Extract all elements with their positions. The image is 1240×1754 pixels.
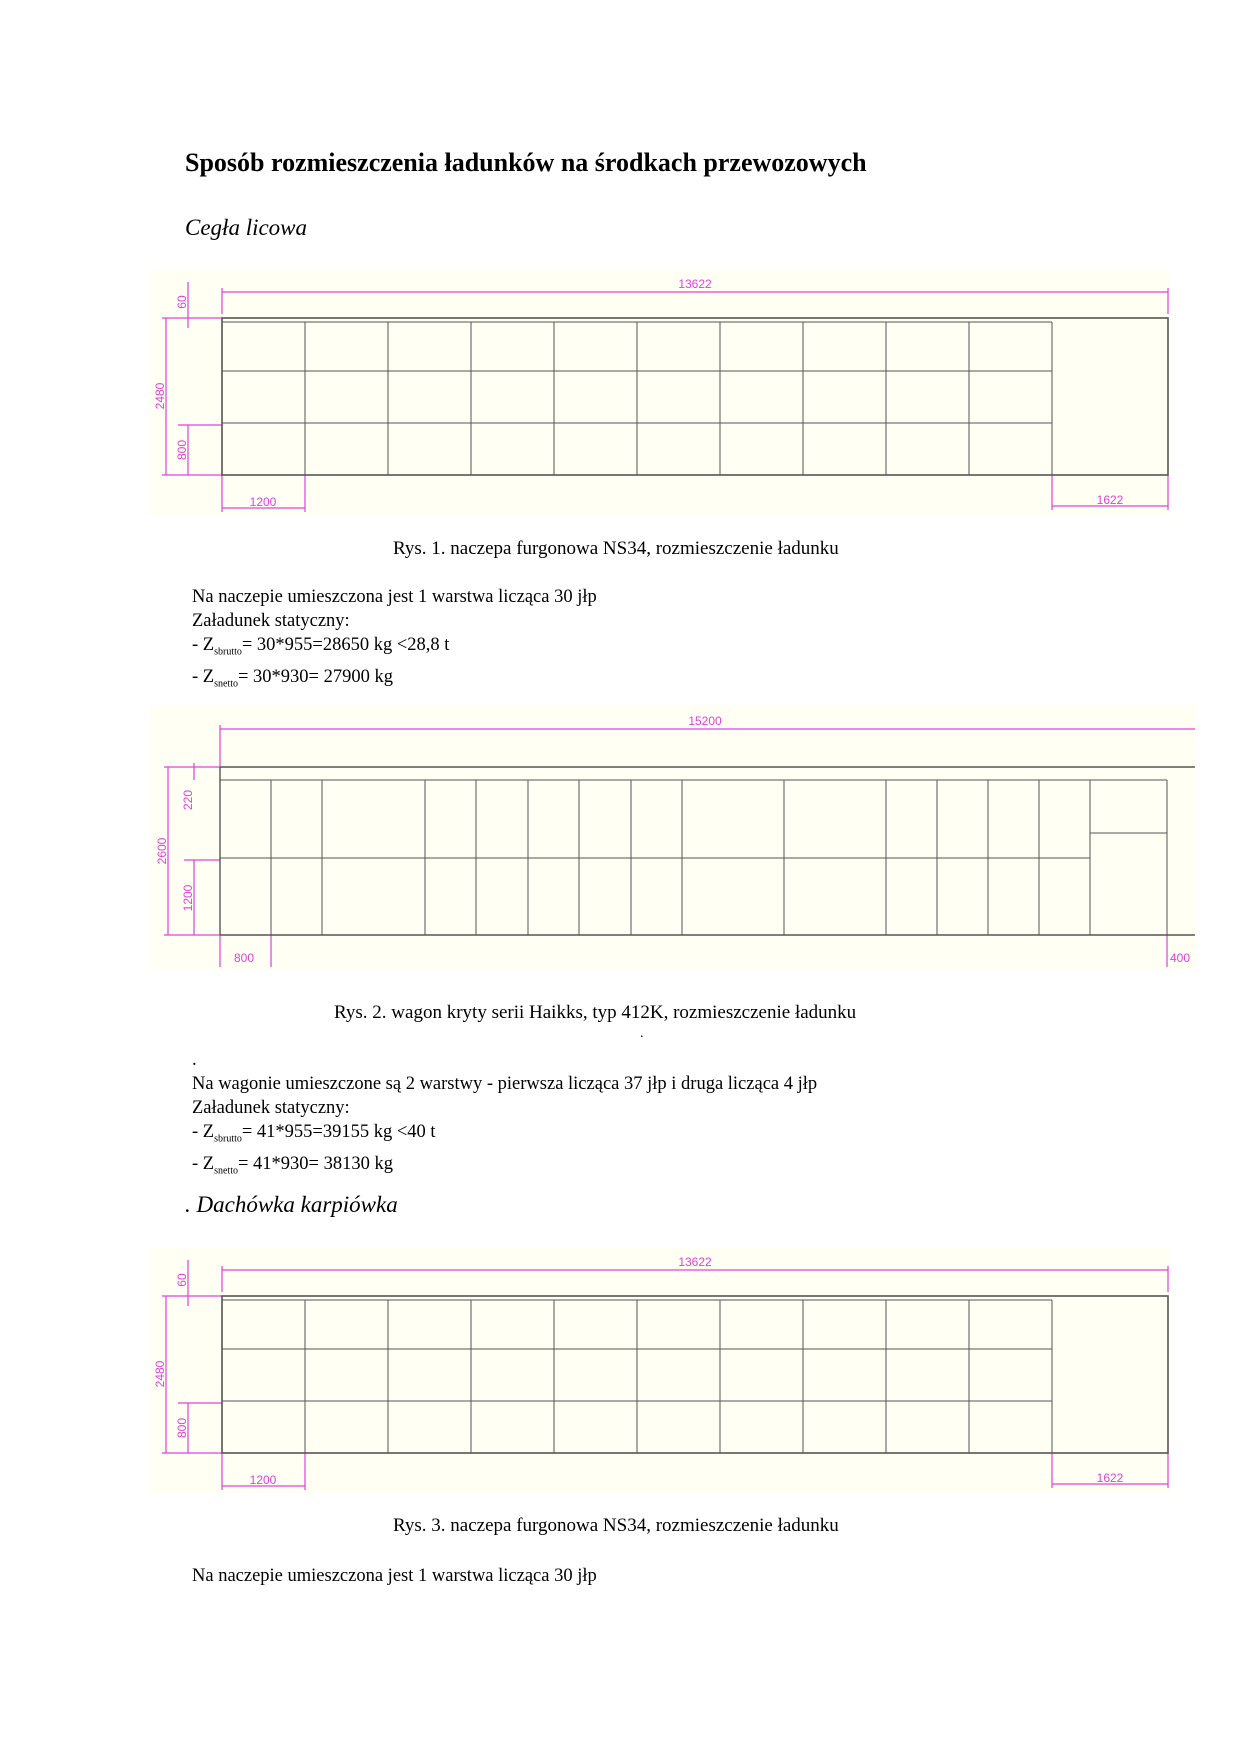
block1-line1: Na naczepie umieszczona jest 1 warstwa licząca 30 jłp [192, 587, 597, 607]
figure-3-drawing [150, 1248, 1170, 1493]
brutto-sub: sbrutto [214, 646, 242, 658]
netto-sub: snetto [214, 1165, 238, 1177]
fig1-dim-length: 13622 [678, 277, 712, 291]
fig2-dim-right-gap: 400 [1169, 951, 1191, 965]
block2-line1: Na wagonie umieszczone są 2 warstwy - pierwsza licząca 37 jłp i druga licząca 4 jłp [192, 1074, 818, 1094]
section-heading-cegla: Cegła licowa [185, 215, 308, 240]
block1-brutto [192, 633, 597, 665]
netto-prefix: - Z [192, 1153, 215, 1174]
block2-netto [192, 1152, 817, 1184]
fig2-dim-top-gap: 220 [181, 789, 195, 811]
fig3-dim-length: 13622 [678, 1255, 712, 1269]
fig3-dim-free-space: 1622 [1096, 1471, 1124, 1485]
page-title: Sposób rozmieszczenia ładunków na środkach przewozowych [185, 148, 867, 177]
fig3-dim-cell-width: 1200 [249, 1473, 277, 1487]
stray-dot-1: . [640, 1026, 644, 1041]
block2-brutto [192, 1120, 817, 1152]
fig1-dim-height: 2480 [153, 382, 167, 410]
netto-sub: snetto [214, 678, 238, 690]
fig1-dim-row-height: 800 [175, 439, 189, 461]
fig1-dim-cell-width: 1200 [249, 495, 277, 509]
fig2-dim-height: 2600 [155, 837, 169, 865]
brutto-rest: = 41*955=39155 kg <40 t [241, 1122, 436, 1142]
figure-1-caption: Rys. 1. naczepa furgonowa NS34, rozmieszczenie ładunku [393, 538, 839, 559]
fig2-dim-length: 15200 [688, 714, 722, 728]
fig3-dim-height: 2480 [153, 1360, 167, 1388]
figure-2-drawing [150, 705, 1195, 970]
netto-rest: = 41*930= 38130 kg [237, 1153, 393, 1174]
fig1-dim-top-gap: 60 [175, 295, 189, 309]
fig2-dim-row-height: 1200 [181, 884, 195, 912]
fig2-dim-cell-width: 800 [233, 951, 255, 965]
block3-line1: Na naczepie umieszczona jest 1 warstwa licząca 30 jłp [192, 1566, 597, 1586]
block-2-text [192, 1048, 817, 1183]
figure-2-caption: Rys. 2. wagon kryty serii Haikks, typ 412K, rozmieszczenie ładunku [334, 1002, 857, 1023]
brutto-prefix: - Z [192, 635, 215, 655]
block-1-text [192, 585, 597, 696]
brutto-rest: = 30*955=28650 kg <28,8 t [241, 635, 450, 655]
fig1-dim-free-space: 1622 [1096, 493, 1124, 507]
figure-3-caption: Rys. 3. naczepa furgonowa NS34, rozmieszczenie ładunku [393, 1515, 839, 1536]
figure-1-drawing [150, 270, 1170, 515]
netto-rest: = 30*930= 27900 kg [237, 666, 393, 687]
figure-2-wagon-layout [150, 705, 1195, 970]
fig3-dim-top-gap: 60 [175, 1273, 189, 1287]
figure-3-load-grid [222, 1296, 1168, 1453]
figure-1-load-grid [222, 318, 1168, 475]
brutto-sub: sbrutto [214, 1133, 242, 1145]
block1-line2: Załadunek statyczny: [192, 611, 350, 631]
figure-2-load-grid [220, 767, 1195, 935]
netto-prefix: - Z [192, 666, 215, 687]
block2-line2: Załadunek statyczny: [192, 1098, 350, 1118]
block1-netto [192, 665, 597, 697]
block2-dot: . [192, 1050, 197, 1070]
figure-3-trailer-layout [150, 1248, 1170, 1493]
block-3-text [192, 1564, 597, 1588]
brutto-prefix: - Z [192, 1122, 215, 1142]
fig3-dim-row-height: 800 [175, 1417, 189, 1439]
figure-1-trailer-layout [150, 270, 1170, 515]
section-heading-dachowka: . Dachówka karpiówka [185, 1192, 398, 1217]
